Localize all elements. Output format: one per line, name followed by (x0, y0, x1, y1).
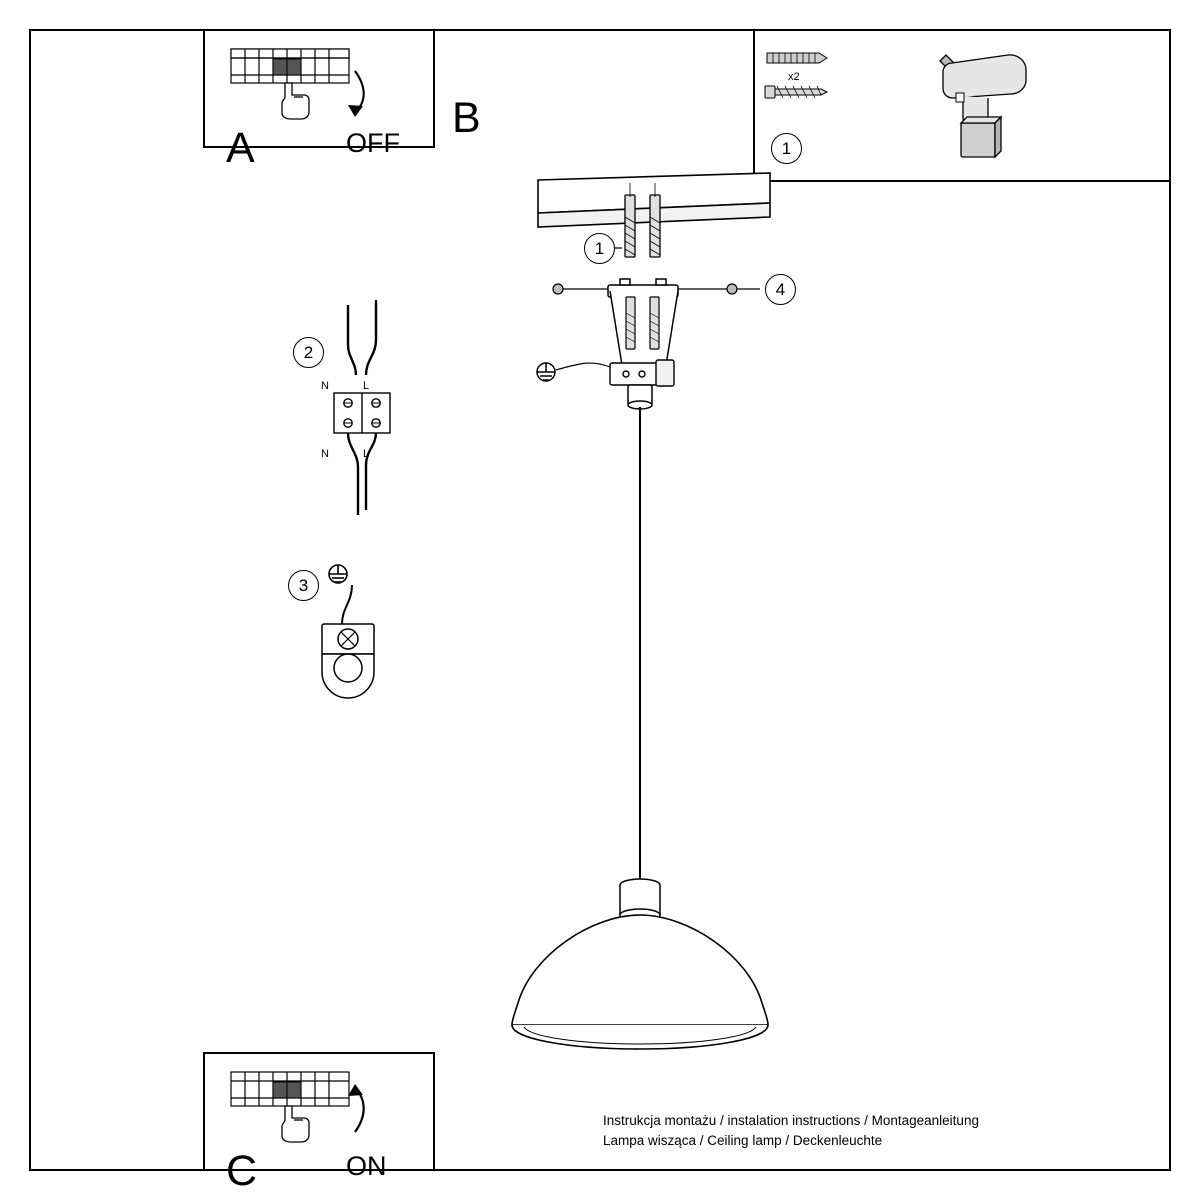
footer-line-2: Lampa wisząca / Ceiling lamp / Deckenleuchte (603, 1133, 883, 1148)
terminal-label-n-bottom: N (321, 448, 329, 460)
terminal-block-diagram (318, 295, 438, 525)
step-3-number: 3 (288, 570, 319, 601)
panel-a-switch-off (203, 29, 435, 172)
terminal-label-n-top: N (321, 380, 329, 392)
panel-c-letter: C (226, 1147, 258, 1195)
parts-step-number: 1 (771, 133, 802, 164)
step-4-number: 4 (765, 274, 796, 305)
main-lamp-assembly-diagram (470, 155, 890, 1075)
terminal-label-l-top: L (363, 380, 370, 392)
step-1-number: 1 (584, 233, 615, 264)
panel-c-switch-on (203, 1052, 435, 1195)
step-2-number: 2 (293, 337, 324, 368)
terminal-label-l-bottom: L (363, 448, 370, 460)
panel-a-off-label: OFF (346, 128, 400, 158)
earth-connection-diagram (312, 560, 422, 720)
panel-c-on-label: ON (346, 1151, 387, 1181)
panel-b-letter: B (452, 94, 481, 142)
panel-a-letter: A (226, 124, 255, 172)
parts-quantity-label: x2 (788, 71, 800, 83)
footer-line-1: Instrukcja montażu / instalation instructions / Montageanleitung (603, 1113, 979, 1128)
